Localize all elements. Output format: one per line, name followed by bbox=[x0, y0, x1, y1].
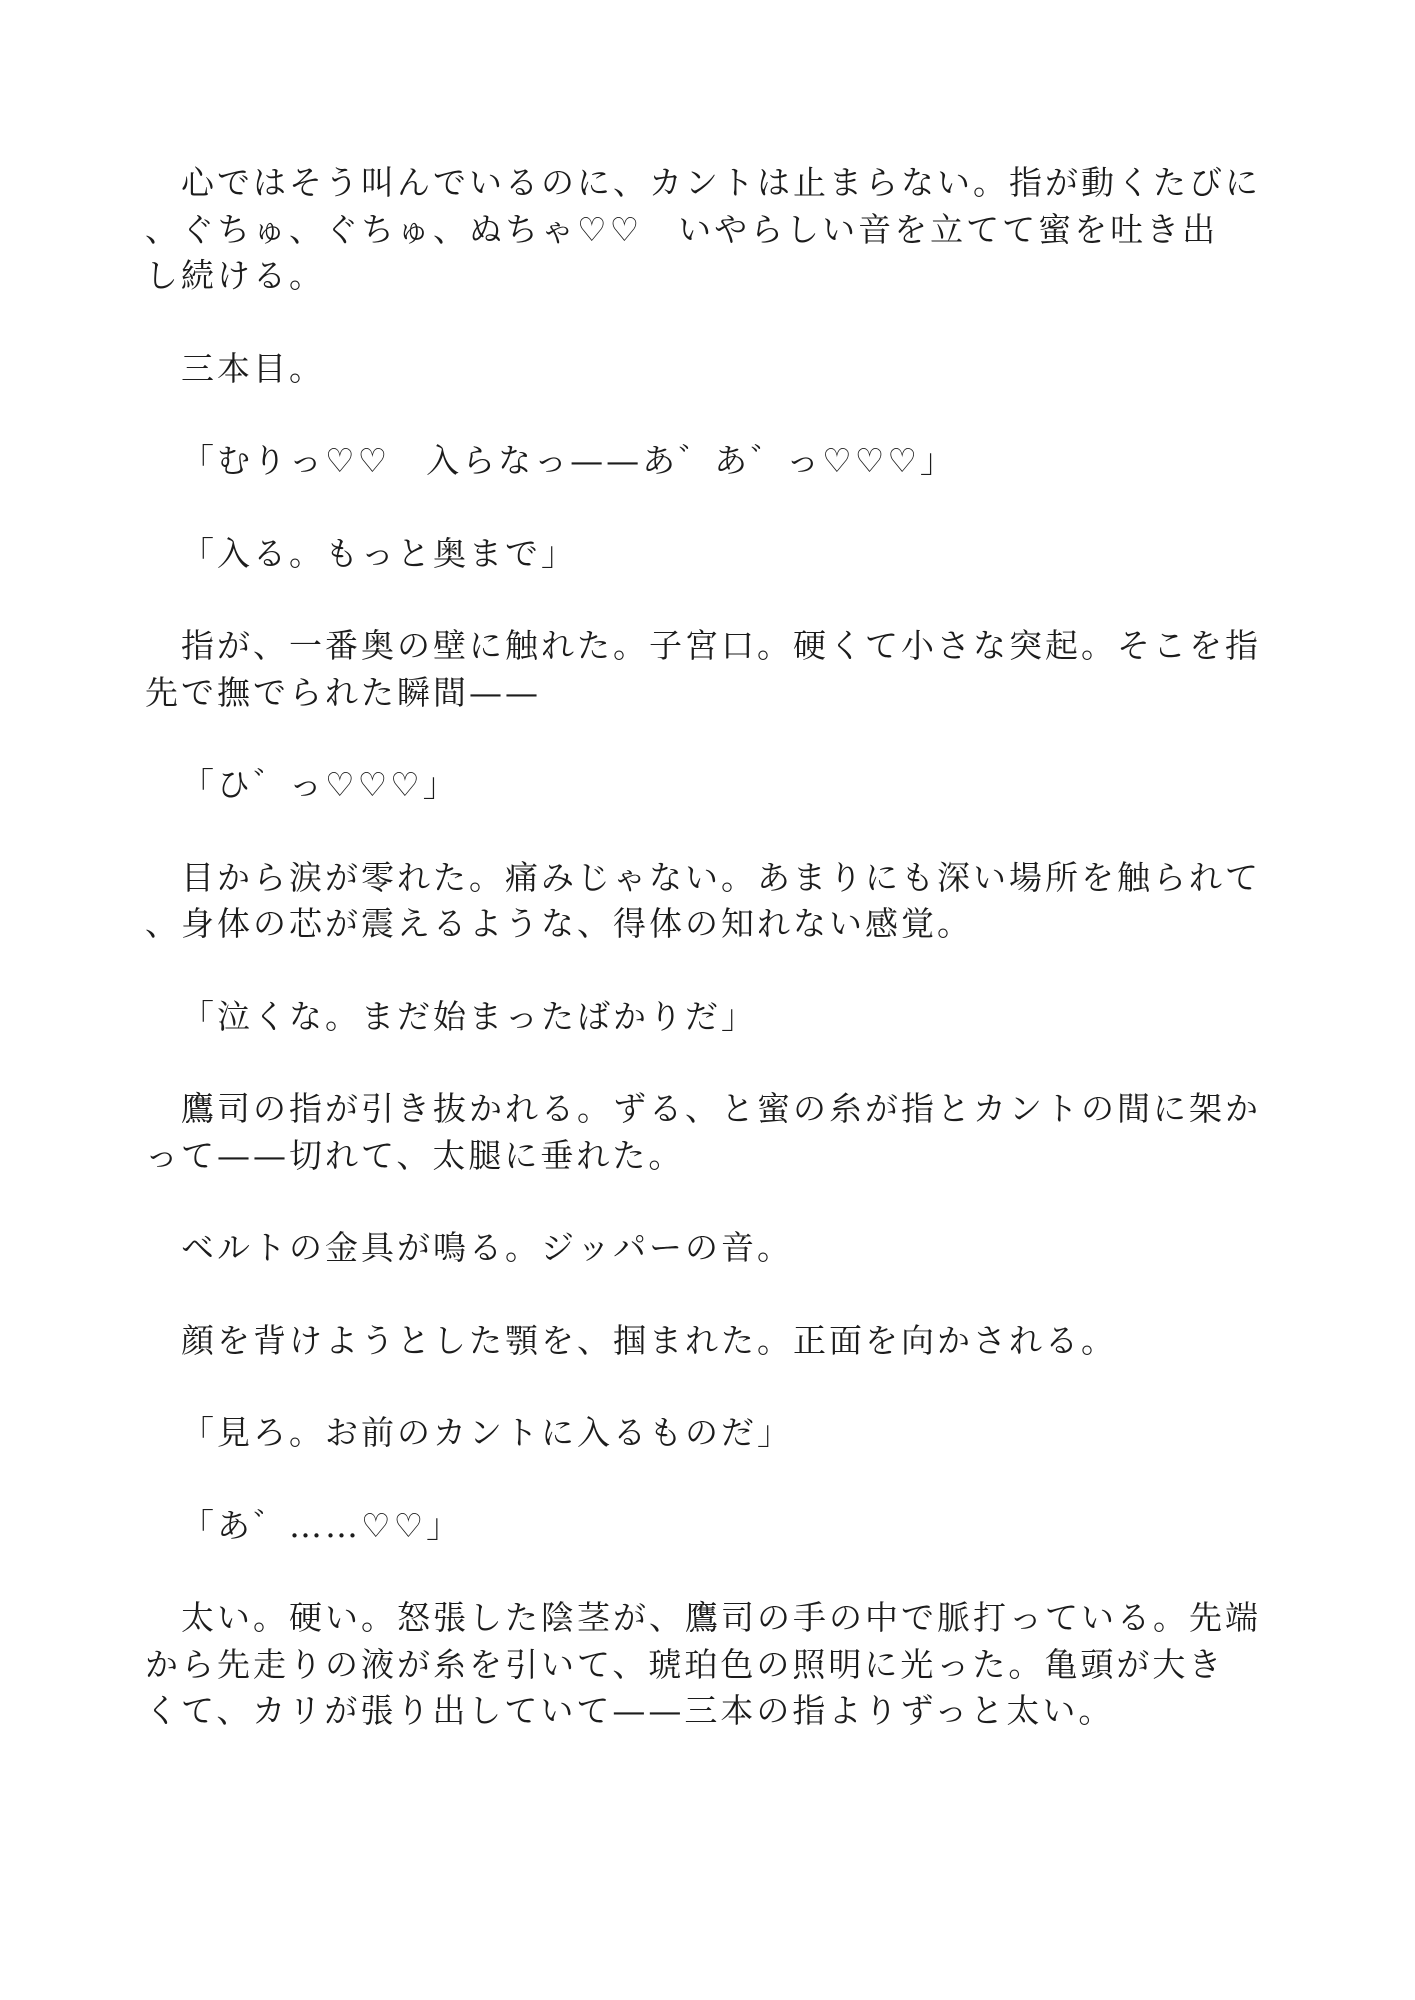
text-line: 目から涙が零れた。痛みじゃない。あまりにも深い場所を触られて bbox=[181, 857, 1261, 897]
text-line: 太い。硬い。怒張した陰茎が、鷹司の手の中で脈打っている。先端 bbox=[181, 1598, 1261, 1637]
text-line: 、ぐちゅ、ぐちゅ、ぬちゃ♡♡ いやらしい音を立てて蜜を吐き出 bbox=[145, 209, 1219, 249]
text-line: 「あ゛……♡♡」 bbox=[181, 1505, 463, 1545]
text-line: 「見ろ。お前のカントに入るものだ」 bbox=[181, 1413, 793, 1452]
text-line: くて、カリが張り出していて——三本の指よりずっと太い。 bbox=[145, 1691, 1115, 1730]
paragraph bbox=[145, 438, 1265, 485]
text-line: 指が、一番奥の壁に触れた。子宮口。硬くて小さな突起。そこを指 bbox=[181, 626, 1261, 665]
text-line: 「入る。もっと奥まで」 bbox=[181, 533, 577, 573]
text-line: 「ひ゛っ♡♡♡」 bbox=[181, 765, 459, 804]
text-line: し続ける。 bbox=[145, 256, 325, 295]
text-line: ベルトの金具が鳴る。ジッパーの音。 bbox=[181, 1228, 793, 1267]
text-line: 三本目。 bbox=[181, 348, 325, 388]
text-line: 心ではそう叫んでいるのに、カントは止まらない。指が動くたびに bbox=[181, 163, 1261, 202]
paragraph bbox=[145, 531, 1265, 578]
paragraph bbox=[145, 1410, 1265, 1457]
paragraph bbox=[145, 623, 1265, 716]
paragraph bbox=[145, 1318, 1265, 1365]
paragraph bbox=[145, 346, 1265, 393]
paragraph bbox=[145, 160, 1265, 300]
text-line: 顔を背けようとした顎を、掴まれた。正面を向かされる。 bbox=[181, 1320, 1117, 1360]
paragraph bbox=[145, 994, 1265, 1041]
text-line: 、身体の芯が震えるような、得体の知れない感覚。 bbox=[145, 904, 973, 943]
paragraph bbox=[145, 1503, 1265, 1550]
text-line: って——切れて、太腿に垂れた。 bbox=[145, 1135, 685, 1175]
paragraph bbox=[145, 855, 1265, 948]
text-line: 先で撫でられた瞬間—— bbox=[145, 672, 541, 712]
paragraph bbox=[145, 1086, 1265, 1179]
paragraph bbox=[145, 1595, 1265, 1735]
text-line: 「むりっ♡♡ 入らなっ——あ゛あ゛っ♡♡♡」 bbox=[181, 441, 956, 480]
paragraph bbox=[145, 762, 1265, 809]
paragraph bbox=[145, 1225, 1265, 1272]
text-line: 鷹司の指が引き抜かれる。ずる、と蜜の糸が指とカントの間に架か bbox=[181, 1089, 1261, 1128]
document-body bbox=[145, 160, 1265, 1735]
text-line: 「泣くな。まだ始まったばかりだ」 bbox=[181, 996, 757, 1036]
text-line: から先走りの液が糸を引いて、琥珀色の照明に光った。亀頭が大き bbox=[145, 1644, 1225, 1684]
